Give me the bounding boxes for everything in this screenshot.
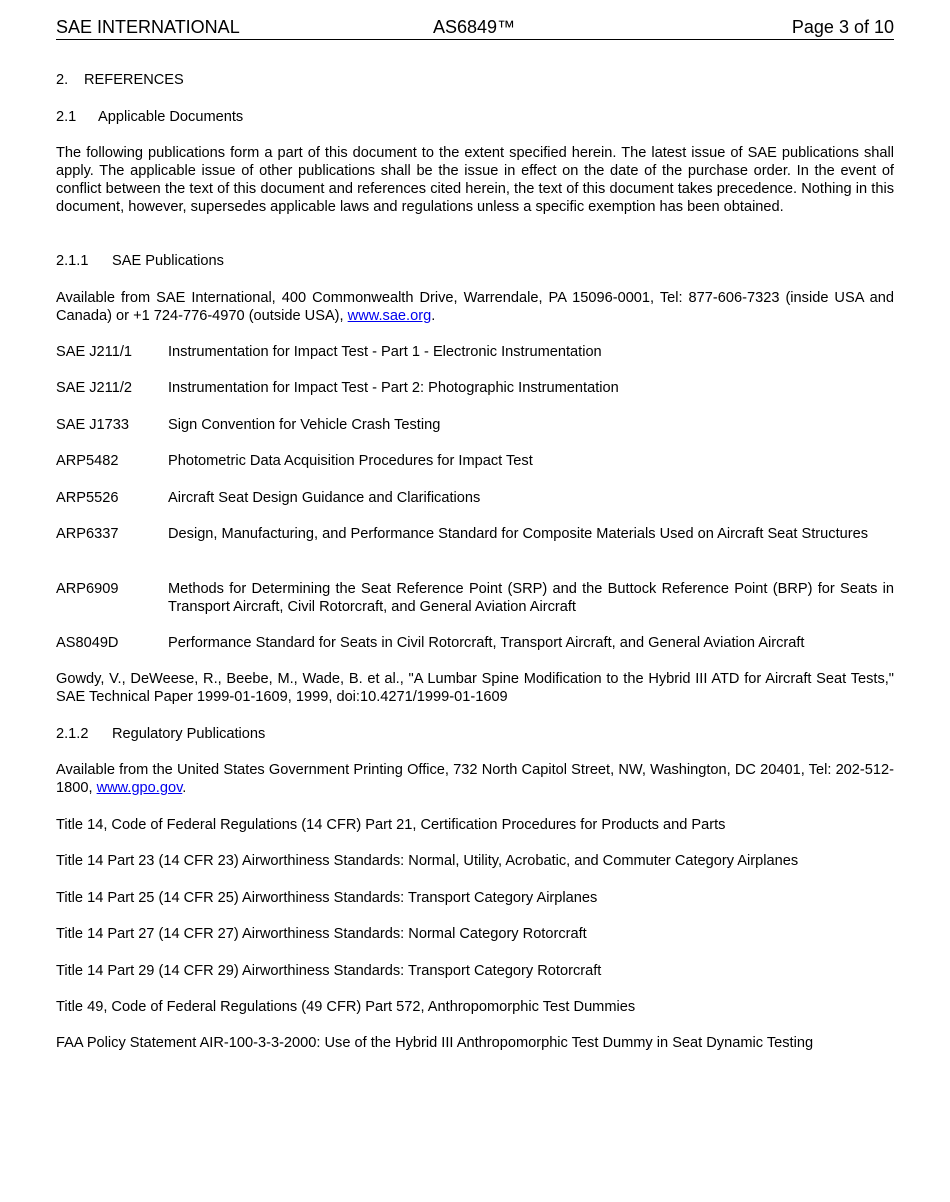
reference-code: ARP6909 (56, 581, 119, 597)
section-number: 2. (56, 72, 69, 88)
applicable-paragraph: The following publications form a part of this document to the extent specified herein. The latest issue of SAE publications shall apply. The applicable issue of other publications shall be the issue in effect on the date of the purchase order. In the event of conflict between the text of this document and references cited herein, the text of this document takes precedence. Nothing in this document, however, supersedes applicable laws and regulations unless a specific exemption has been obtained. (56, 145, 894, 215)
sae-availability-paragraph: Available from SAE International, 400 Commonwealth Drive, Warrendale, PA 15096-0001, Tel: 877-606-7323 (inside USA and Canada) or +1 724-776-4970 (outside USA), www.sae.org. (56, 290, 894, 324)
header-org: SAE INTERNATIONAL (56, 17, 240, 37)
gpo-website-link[interactable]: www.gpo.gov (96, 780, 183, 796)
reference-title: Photometric Data Acquisition Procedures for Impact Test (168, 453, 533, 469)
reference-title: Instrumentation for Impact Test - Part 2: Photographic Instrumentation (168, 380, 619, 396)
gpo-availability-text: Available from the United States Government Printing Office, 732 North Capitol Street, NW, Washington, DC 20401, Tel: 202-512-1800, (56, 762, 894, 796)
sae-publications-heading (56, 252, 894, 270)
reference-item (56, 379, 894, 397)
regulation-item: Title 14, Code of Federal Regulations (14 CFR) Part 21, Certification Procedures for Products and Parts (56, 817, 726, 833)
reference-item (56, 343, 894, 361)
regulation-item: Title 49, Code of Federal Regulations (49 CFR) Part 572, Anthropomorphic Test Dummies (56, 999, 636, 1015)
sae-publications-number: 2.1.1 (56, 253, 89, 269)
reference-code: SAE J211/2 (56, 380, 132, 396)
reference-code: ARP6337 (56, 526, 119, 542)
reference-code: ARP5482 (56, 453, 119, 469)
reference-title: Performance Standard for Seats in Civil Rotorcraft, Transport Aircraft, and General Aviation Aircraft (168, 635, 805, 651)
reference-item (56, 634, 894, 652)
reference-title: Aircraft Seat Design Guidance and Clarifications (168, 490, 481, 506)
subsection-title: Applicable Documents (98, 109, 244, 125)
reference-title: Design, Manufacturing, and Performance Standard for Composite Materials Used on Aircraft Seat Structures (168, 526, 869, 542)
regulatory-number: 2.1.2 (56, 726, 89, 742)
subsection-heading (56, 108, 894, 126)
regulation-item: Title 14 Part 25 (14 CFR 25) Airworthiness Standards: Transport Category Airplanes (56, 890, 598, 906)
reference-item (56, 580, 894, 616)
reference-code: SAE J211/1 (56, 344, 132, 360)
header-doc-id: AS6849™ (433, 17, 516, 37)
regulation-item: Title 14 Part 23 (14 CFR 23) Airworthiness Standards: Normal, Utility, Acrobatic, and Commuter Category Airplanes (56, 853, 799, 869)
reference-item (56, 452, 894, 470)
reference-code: AS8049D (56, 635, 119, 651)
reference-title: Methods for Determining the Seat Reference Point (SRP) and the Buttock Reference Point (BRP) for Seats in Transport Aircraft, Civil Rotorcraft, and General Aviation Aircraft (168, 581, 894, 615)
section-heading (56, 71, 894, 89)
gpo-availability-paragraph: Available from the United States Government Printing Office, 732 North Capitol Street, NW, Washington, DC 20401, Tel: 202-512-1800, www.gpo.gov. (56, 762, 894, 796)
reference-title: Sign Convention for Vehicle Crash Testing (168, 417, 441, 433)
technical-paper-citation: Gowdy, V., DeWeese, R., Beebe, M., Wade, B. et al., "A Lumbar Spine Modification to the Hybrid III ATD for Aircraft Seat Tests," SAE Technical Paper 1999-01-1609, 1999, doi:10.4271/1999-01-1609 (56, 671, 894, 705)
reference-title: Instrumentation for Impact Test - Part 1 - Electronic Instrumentation (168, 344, 602, 360)
reference-item (56, 489, 894, 507)
subsection-number: 2.1 (56, 109, 77, 125)
reference-code: SAE J1733 (56, 417, 130, 433)
reference-code: ARP5526 (56, 490, 119, 506)
regulation-item: FAA Policy Statement AIR-100-3-3-2000: Use of the Hybrid III Anthropomorphic Test Dummy in Seat Dynamic Testing (56, 1035, 814, 1051)
regulation-item: Title 14 Part 29 (14 CFR 29) Airworthiness Standards: Transport Category Rotorcraft (56, 963, 602, 979)
reference-item (56, 416, 894, 434)
regulatory-heading (56, 725, 894, 743)
sae-publications-title: SAE Publications (112, 253, 224, 269)
sae-availability-text: Available from SAE International, 400 Commonwealth Drive, Warrendale, PA 15096-0001, Tel: 877-606-7323 (inside USA and Canada) or +1 724-776-4970 (outside USA), (56, 290, 894, 324)
header-page-number: Page 3 of 10 (791, 17, 894, 37)
reference-item (56, 525, 894, 543)
section-title: REFERENCES (84, 72, 184, 88)
regulatory-title: Regulatory Publications (112, 726, 266, 742)
page-header (56, 17, 894, 40)
regulation-item: Title 14 Part 27 (14 CFR 27) Airworthiness Standards: Normal Category Rotorcraft (56, 926, 587, 942)
sae-website-link[interactable]: www.sae.org (347, 308, 432, 324)
